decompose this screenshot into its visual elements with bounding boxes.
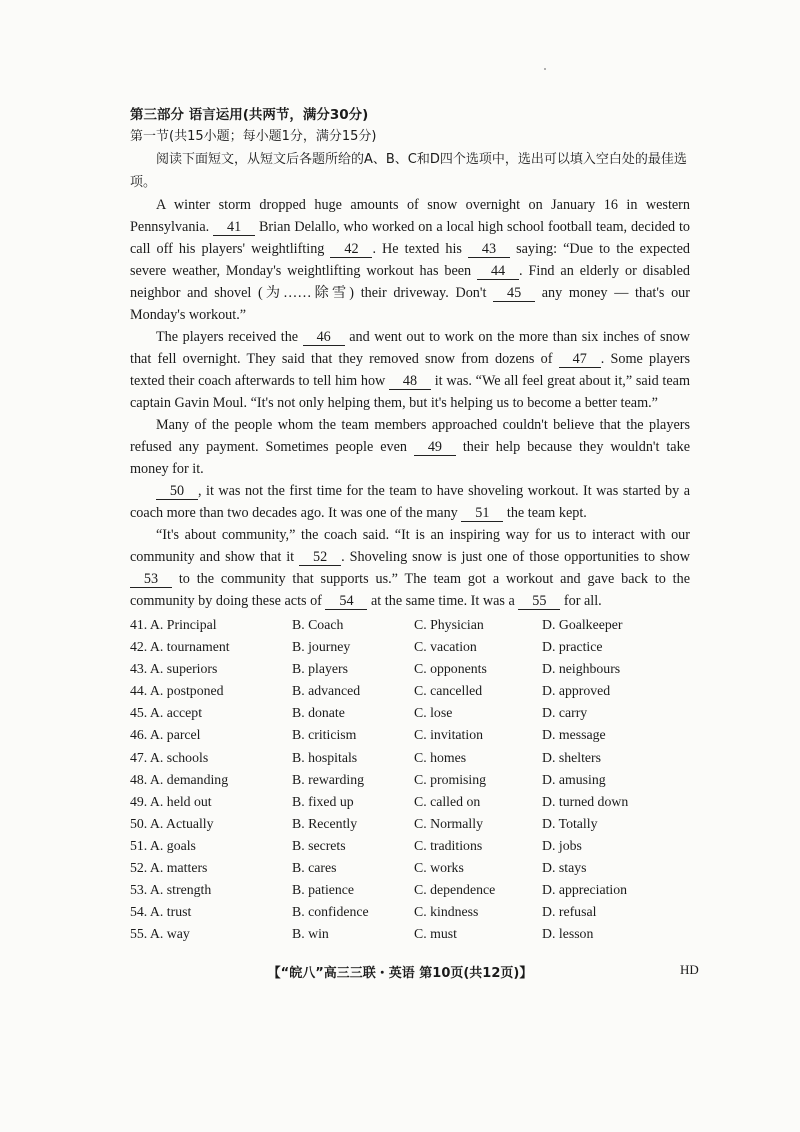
option-row xyxy=(130,791,690,813)
option-d: D. amusing xyxy=(542,771,606,787)
option-b: B. journey xyxy=(292,639,351,655)
option-d: D. refusal xyxy=(542,904,597,920)
option-question: 55. A. way xyxy=(130,926,190,942)
option-row xyxy=(130,923,690,945)
option-b: B. secrets xyxy=(292,837,346,853)
passage-text: The players received the xyxy=(156,329,303,345)
blank-42: 42 xyxy=(330,242,372,258)
option-row xyxy=(130,680,690,702)
option-c: C. works xyxy=(414,860,464,876)
passage-text: it was. “We all feel great about it,” said team captain Gavin Moul. “It's not only helping them, but it's helping us to become a better team.” xyxy=(130,373,690,411)
option-b: B. hospitals xyxy=(292,749,358,765)
passage-text: the team kept. xyxy=(503,505,587,521)
option-row xyxy=(130,879,690,901)
option-b: B. patience xyxy=(292,882,355,898)
passage-text: Brian Delallo, who worked on a local high school football team, decided to call off his players' weightlifting xyxy=(130,219,690,257)
footer-code: HD xyxy=(680,962,699,977)
option-b: B. advanced xyxy=(292,683,361,699)
instructions: 阅读下面短文，从短文后各题所给的A、B、C和D四个选项中，选出可以填入空白处的最佳选项。 xyxy=(130,152,687,190)
passage-text: A winter storm dropped huge amounts of snow overnight on January 16 in western Pennsylvania. xyxy=(130,197,690,235)
option-c: C. opponents xyxy=(414,661,487,677)
option-question: 49. A. held out xyxy=(130,793,212,809)
option-question: 53. A. strength xyxy=(130,882,212,898)
blank-48: 48 xyxy=(389,374,431,390)
option-b: B. cares xyxy=(292,860,337,876)
option-row xyxy=(130,857,690,879)
option-row xyxy=(130,724,690,746)
option-b: B. confidence xyxy=(292,904,369,920)
option-b: B. fixed up xyxy=(292,793,354,809)
passage-paragraph xyxy=(130,524,690,612)
passage-paragraph xyxy=(130,194,690,326)
option-question: 41. A. Principal xyxy=(130,617,217,632)
option-d: D. neighbours xyxy=(542,661,621,677)
option-question: 42. A. tournament xyxy=(130,639,230,655)
option-c: C. invitation xyxy=(414,727,483,743)
option-c: C. cancelled xyxy=(414,683,483,699)
option-row xyxy=(130,614,690,636)
blank-47: 47 xyxy=(559,352,601,368)
passage-text: and went out to work on the more than six inches of snow that fell overnight. They said that they removed snow from dozens of xyxy=(130,329,691,367)
option-row xyxy=(130,813,690,835)
option-d: D. Goalkeeper xyxy=(542,617,623,632)
option-question: 46. A. parcel xyxy=(130,727,201,743)
option-row xyxy=(130,702,690,724)
passage-text: at the same time. It was a xyxy=(367,593,519,609)
option-c: C. dependence xyxy=(414,882,496,898)
subsection-title: 第一节(共15小题；每小题1分，满分15分) xyxy=(130,129,377,144)
option-d: D. appreciation xyxy=(542,882,628,898)
passage-paragraph xyxy=(130,414,690,480)
options-table xyxy=(130,614,690,945)
passage-text: “It's about community,” the coach said. “It is an inspiring way for us to interact with our community and show that it xyxy=(130,527,690,565)
passage-paragraph xyxy=(130,480,690,524)
passage-text: to the community that supports us.” The team got a workout and gave back to the community by doing these acts of xyxy=(130,571,690,609)
option-c: C. kindness xyxy=(414,904,479,920)
section-title: 第三部分 语言运用(共两节，满分30分) xyxy=(130,107,369,123)
option-row xyxy=(130,747,690,769)
option-b: B. Recently xyxy=(292,815,358,831)
option-d: D. approved xyxy=(542,683,611,699)
blank-41: 41 xyxy=(213,220,255,236)
option-question: 47. A. schools xyxy=(130,749,209,765)
passage-text: . He texted his xyxy=(372,241,469,257)
option-d: D. lesson xyxy=(542,926,594,942)
option-row xyxy=(130,901,690,923)
blank-44: 44 xyxy=(477,264,519,280)
passage-text: saying: “Due to the expected severe weather, Monday's weightlifting workout has been xyxy=(130,241,691,279)
option-b: B. players xyxy=(292,661,348,677)
option-d: D. shelters xyxy=(542,749,602,765)
option-d: D. carry xyxy=(542,705,588,721)
passage-paragraph xyxy=(130,326,690,414)
option-c: C. Physician xyxy=(414,617,484,632)
passage xyxy=(130,194,690,612)
option-c: C. must xyxy=(414,926,457,942)
option-question: 45. A. accept xyxy=(130,705,203,721)
blank-52: 52 xyxy=(299,550,341,566)
option-d: D. Totally xyxy=(542,815,598,831)
passage-text: Many of the people whom the team members approached couldn't believe that the players refused any payment. Sometimes people even xyxy=(130,417,690,455)
option-b: B. criticism xyxy=(292,727,357,743)
option-c: C. Normally xyxy=(414,815,483,831)
option-d: D. turned down xyxy=(542,793,629,809)
blank-50: 50 xyxy=(156,484,198,500)
option-question: 44. A. postponed xyxy=(130,683,224,699)
blank-53: 53 xyxy=(130,572,172,588)
exam-page xyxy=(130,104,690,945)
option-b: B. rewarding xyxy=(292,771,365,787)
option-d: D. practice xyxy=(542,639,603,655)
option-c: C. called on xyxy=(414,793,481,809)
passage-text: . Find an elderly or disabled neighbor and shovel (为……除雪) their driveway. Don't xyxy=(130,263,690,301)
blank-46: 46 xyxy=(303,330,345,346)
option-row xyxy=(130,658,690,680)
blank-55: 55 xyxy=(518,594,560,610)
option-d: D. message xyxy=(542,727,606,743)
option-question: 50. A. Actually xyxy=(130,815,214,831)
passage-text: their help because they wouldn't take money for it. xyxy=(130,439,690,477)
option-question: 51. A. goals xyxy=(130,837,196,853)
page-footer: 【“皖八”高三三联・英语 第10页(共12页)】 xyxy=(267,966,533,981)
passage-text: . Some players texted their coach afterwards to tell him how xyxy=(130,351,690,389)
option-d: D. stays xyxy=(542,860,587,876)
option-question: 54. A. trust xyxy=(130,904,192,920)
option-b: B. Coach xyxy=(292,617,344,632)
passage-text: , it was not the first time for the team to have shoveling workout. It was started by a coach more than two decades ago. It was one of the many xyxy=(130,483,690,521)
scan-speck xyxy=(544,68,546,70)
option-c: C. vacation xyxy=(414,639,477,655)
blank-49: 49 xyxy=(414,440,456,456)
option-d: D. jobs xyxy=(542,837,582,853)
option-c: C. homes xyxy=(414,749,467,765)
option-b: B. donate xyxy=(292,705,345,721)
option-c: C. traditions xyxy=(414,837,483,853)
option-question: 52. A. matters xyxy=(130,860,208,876)
option-question: 43. A. superiors xyxy=(130,661,218,677)
blank-54: 54 xyxy=(325,594,367,610)
blank-45: 45 xyxy=(493,286,535,302)
option-b: B. win xyxy=(292,926,329,942)
option-c: C. lose xyxy=(414,705,453,721)
passage-text: . Shoveling snow is just one of those opportunities to show xyxy=(341,549,690,565)
option-row xyxy=(130,636,690,658)
option-c: C. promising xyxy=(414,771,487,787)
blank-51: 51 xyxy=(461,506,503,522)
option-row xyxy=(130,835,690,857)
passage-text: any money — that's our Monday's workout.” xyxy=(130,285,690,323)
blank-43: 43 xyxy=(468,242,510,258)
option-row xyxy=(130,769,690,791)
passage-text: for all. xyxy=(560,593,602,609)
option-question: 48. A. demanding xyxy=(130,771,229,787)
